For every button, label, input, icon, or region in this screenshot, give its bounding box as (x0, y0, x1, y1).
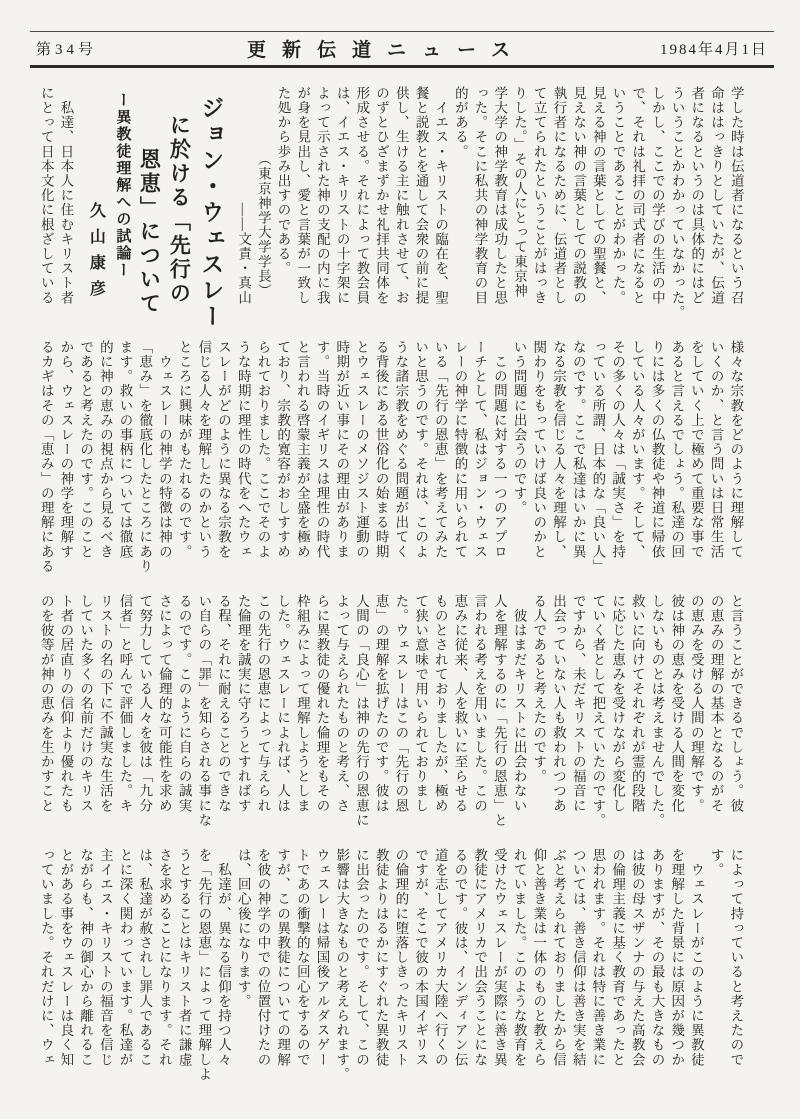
text-column: 的がある。 (452, 86, 468, 159)
issue-number: 第34号 (36, 42, 98, 58)
text-column: 教徒にアメリカで出会うことにな (472, 848, 488, 1067)
text-column: しないものとは考えませんでした。 (649, 594, 665, 828)
article-title-line-2: に於ける「先行の (167, 114, 192, 306)
text-column: にとって日本文化に根ざしている (38, 86, 54, 305)
text-column: るカギはその「恵み」の理解にある (38, 340, 54, 574)
text-column: 私達が、異なる信仰を持つ人々 (216, 848, 232, 1067)
text-column: ういうことかわかっていなかった。 (669, 86, 685, 320)
article-title-line-3: 恩恵」について (137, 148, 162, 316)
text-column: ており、宗教的寛容がおしすすめ (275, 340, 291, 559)
text-column: りした。」その人にとって東京神 (511, 86, 527, 299)
text-column: から、ウェスレーの神学を理解す (58, 340, 74, 559)
text-column: は、回心後になります。 (235, 848, 251, 1009)
text-column: であると考えたのです。このこと (78, 340, 94, 559)
text-column: とがある事をウェスレーは良く知 (58, 848, 74, 1067)
text-column: ーチとして、私はジョン・ウェス (472, 340, 488, 559)
text-column: 救いに向けてそれぞれが霊的段階 (629, 594, 645, 813)
newsletter-title: 更新伝道ニュース (246, 40, 527, 61)
text-column: に出会ったのです。そして、この (353, 848, 369, 1067)
text-column: の倫理主義に基く教育であったと (610, 848, 626, 1067)
text-column: とウェスレーのメソジスト運動の (353, 340, 369, 559)
text-column: うとすることはキリスト者に謙虚 (176, 848, 192, 1067)
text-column: なる宗教を信じる人々を理解し、 (550, 340, 566, 559)
text-column: 人間の「良心」は神の先行の恩恵に (353, 594, 369, 828)
text-column: いと思うのです。それは、このよ (413, 340, 429, 559)
text-column: 「恵み」を徹底化したところにあり (137, 340, 153, 574)
text-column: この先行の恩恵によって与えられ (255, 594, 271, 813)
text-column: その多くの人々は「誠実さ」を持 (610, 340, 626, 559)
text-column: 学大学の神学教育は成功したと思 (492, 86, 508, 305)
text-column: いる「先行の恩恵」を考えてみた (432, 340, 448, 559)
text-column: さを求めることになります。それ (156, 848, 172, 1067)
text-column: られておりました。ここでそのよ (255, 340, 271, 559)
text-column: の倫理的に堕落しきったキリスト (393, 848, 409, 1067)
text-column: す。当時のイギリスは理性の時代 (314, 340, 330, 559)
text-column: なのです。ここで私達はいかに異 (570, 340, 586, 559)
text-column: 彼はまだキリストに出会わない (511, 594, 527, 813)
text-column: 道を志してアメリカ大陸へ行くの (432, 848, 448, 1067)
article-title-line-1: ジョン・ウェスレー (198, 96, 224, 330)
text-column: と言うことができるでしょう。彼 (728, 594, 744, 813)
text-column: を彼の神学の中での位置付けたの (255, 848, 271, 1067)
article-subtitle: ー異教徒理解への試論ー (114, 92, 131, 279)
text-column: いう問題に出会うのです。 (511, 340, 527, 516)
issue-date: 1984年4月1日 (659, 42, 768, 58)
text-column: 供し、生ける主に触れさせて、お (393, 86, 409, 305)
text-column: りには多くの仏教徒や神道に帰依 (649, 340, 665, 559)
text-column: 信じる人々を理解したのかという (196, 340, 212, 559)
text-column: る背後にある世俗化の始まる時期 (373, 340, 389, 559)
text-column: のを彼等が神の恵みを生かすこと (38, 594, 54, 813)
text-column: す。 (708, 848, 724, 878)
text-column: ます。救いの事柄については徹底 (117, 340, 133, 559)
text-column: 様々な宗教をどのように理解して (728, 340, 744, 559)
text-column: 出会っていない人も救われつつあ (550, 594, 566, 813)
text-column: あると言えるでしょう。私達の回 (669, 340, 685, 559)
text-column: 教徒よりはるかにすぐれた異教徒 (373, 848, 389, 1067)
text-column: この問題に対する一つのアプロ (491, 340, 507, 559)
text-column: をしていく上で極めて重要な事で (688, 340, 704, 559)
text-column: 人を理解するのに「先行の恩恵」と (491, 594, 507, 828)
article-author: 久山康彦 (87, 202, 105, 306)
text-column: 受けたウェスレーが実際に善き異 (491, 848, 507, 1067)
text-column: さによって倫理的な可能性を求め (156, 594, 172, 813)
text-column: 恵」の理解を拡げたのです。彼は (373, 594, 389, 813)
text-column: ト者の居直りの信仰より優れたも (58, 594, 74, 813)
text-column: い自らの「罪」を知らされる事にな (196, 594, 212, 828)
text-column: ぶと考えられておりましたから信 (550, 848, 566, 1067)
text-column: （東京神学大学学長） (255, 86, 271, 299)
text-column: っていました。それだけに、ウェ (38, 848, 54, 1067)
text-column: 枠組みによって理解しようとしま (294, 594, 310, 813)
text-column: は、私達が赦されし罪人であるこ (137, 848, 153, 1067)
text-column: た。ウェスレーはこの「先行の恩 (393, 594, 409, 813)
text-column: 関わりをもっていけば良いのかと (531, 340, 547, 559)
text-column: の恵みの理解の基本となるのがそ (708, 594, 724, 813)
article-body (36, 86, 750, 1102)
text-column: ながらも、神の御心から離れるこ (78, 848, 94, 1067)
text-column: うな時期に理性の時代をへたウェ (235, 340, 251, 559)
text-band-3 (36, 594, 745, 845)
text-column: ありますが、その最も大きなもの (649, 848, 665, 1067)
text-column: ウェスレーは帰国後アルダスゲー (314, 848, 330, 1067)
text-column: いくのか、と言う問いは日常生活 (708, 340, 724, 559)
text-column: よって与えられたものと考え、さ (334, 594, 350, 813)
text-column: すが、この異教徒についての理解 (275, 848, 291, 1067)
text-column: 仰と善き業は一体のものと教えら (531, 848, 547, 1067)
text-column: している人々がいます。そして、 (629, 340, 645, 559)
text-column: した。ウェスレーによれば、人は (275, 594, 291, 813)
text-column: を理解した背景には原因が幾つか (669, 848, 685, 1067)
text-column: うな諸宗教をめぐる問題が出てく (393, 340, 409, 559)
text-column: していた多くの名前だけのキリス (78, 594, 94, 813)
text-column: ウェスレーがこのように異教徒 (688, 848, 704, 1067)
text-column: る人であると考えたのです。 (531, 594, 547, 784)
text-column: レーの神学に特徴的に用いられて (452, 340, 468, 559)
text-column: て狭い意味で用いられておりまし (413, 594, 429, 813)
text-column: 彼は神の恵みを受ける人間を変化 (669, 594, 685, 813)
text-column: 見える神の言葉としての聖餐と、 (590, 86, 606, 305)
text-column: った。そこに私共の神学教育の目 (472, 86, 488, 305)
text-column: 見えない神の言葉としての説教の (571, 86, 587, 305)
text-column: ウェスレーの神学の特徴は神の (156, 340, 172, 559)
text-column: リストの名の下に不誠実な生活を (97, 594, 113, 813)
text-column: ところに興味がもたれるのです。 (176, 340, 192, 559)
text-column: た処から歩み出すのである。 (275, 86, 291, 276)
text-column: て立てられたということがはっき (531, 86, 547, 305)
text-column: とに深く関わっています。私達が (117, 848, 133, 1067)
text-band-1 (36, 86, 746, 337)
text-column: で、それは礼拝の司式者になると (630, 86, 646, 305)
text-column: トであの衝撃的な回心をするので (294, 848, 310, 1067)
text-column: っている所謂、日本的な「良い人」 (590, 340, 606, 574)
text-column: しかし、ここでの学びの生活の中 (649, 86, 665, 305)
text-column: 命ははっきりとしていたが、伝道 (708, 86, 724, 305)
text-column: いうことであることがわかった。 (610, 86, 626, 305)
text-column: のずとひざまずかせ礼拝共同体を (374, 86, 390, 305)
text-column: 学した時は伝道者になるという召 (728, 86, 744, 305)
text-column: 主イエス・キリストの福音を信じ (97, 848, 113, 1067)
masthead (30, 31, 774, 68)
text-column: が身を見出し、愛と言葉が一致し (295, 86, 311, 305)
text-column: に応じた恵みを受けながら変化し (610, 594, 626, 813)
text-column: 私達、日本人に住むキリスト者 (58, 86, 74, 305)
text-column: らに異教徒の優れた倫理をもその (314, 594, 330, 813)
text-column: は彼の母スザンナの与えた高教会 (629, 848, 645, 1067)
text-column: によって持っていると考えたので (728, 848, 744, 1067)
text-column: る程、それに耐えることのできな (216, 594, 232, 813)
text-column: スレーがどのように異なる宗教を (216, 340, 232, 559)
text-column: ものとされておりましたが、極め (432, 594, 448, 813)
text-column: ついては、善き信仰は善き実を結 (570, 848, 586, 1067)
text-column: 影響は大きなものと考えられます。 (334, 848, 350, 1082)
text-column: と言われる啓蒙主義が全盛を極め (294, 340, 310, 559)
text-column: れていました。このような教育を (511, 848, 527, 1067)
text-column: の恵みを受ける人間の理解です。 (688, 594, 704, 813)
text-column: 信者」と呼んで評価しました。キ (117, 594, 133, 813)
text-column: ですが、そこで彼の本国イギリス (413, 848, 429, 1067)
text-column: ですから、未だキリストの福音に (570, 594, 586, 813)
text-column: 言われる考えを用いました。この (472, 594, 488, 813)
text-column: 恵みに従来、人を救いに至らせる (452, 594, 468, 813)
text-band-2 (36, 340, 745, 591)
text-column: 思われます。それは特に善き業に (590, 848, 606, 1067)
text-column: 餐と説教とを通して会衆の前に提 (413, 86, 429, 305)
text-column: 的に神の恵みの視点から見るべき (97, 340, 113, 559)
text-band-4 (36, 848, 745, 1099)
text-column: よって示された神の支配の内に我 (314, 86, 330, 305)
text-column: 者になるというのは具体的にはど (689, 86, 705, 305)
text-column: た倫理を誠実に守ろうとすればす (235, 594, 251, 813)
text-column: を「先行の恩恵」によって理解しよ (196, 848, 212, 1082)
text-column: は、イエス・キリストの十字架に (334, 86, 350, 305)
text-column: て努力している人々を彼は「九分 (137, 594, 153, 813)
text-column: 執行者になるために、伝道者とし (551, 86, 567, 305)
text-column: 時期が近い事にその理由がありま (334, 340, 350, 559)
article-title-block (81, 86, 227, 337)
text-column: ていく者として把えていたのです。 (590, 594, 606, 828)
text-column: イエス・キリストの臨在を、聖 (433, 86, 449, 305)
text-column: るのです。彼は、インディアン伝 (452, 848, 468, 1067)
text-column: るのです。このように自らの誠実 (176, 594, 192, 813)
text-column: 形成させる。それによって教会員 (354, 86, 370, 305)
text-column: ――文責・真山 (236, 86, 252, 305)
